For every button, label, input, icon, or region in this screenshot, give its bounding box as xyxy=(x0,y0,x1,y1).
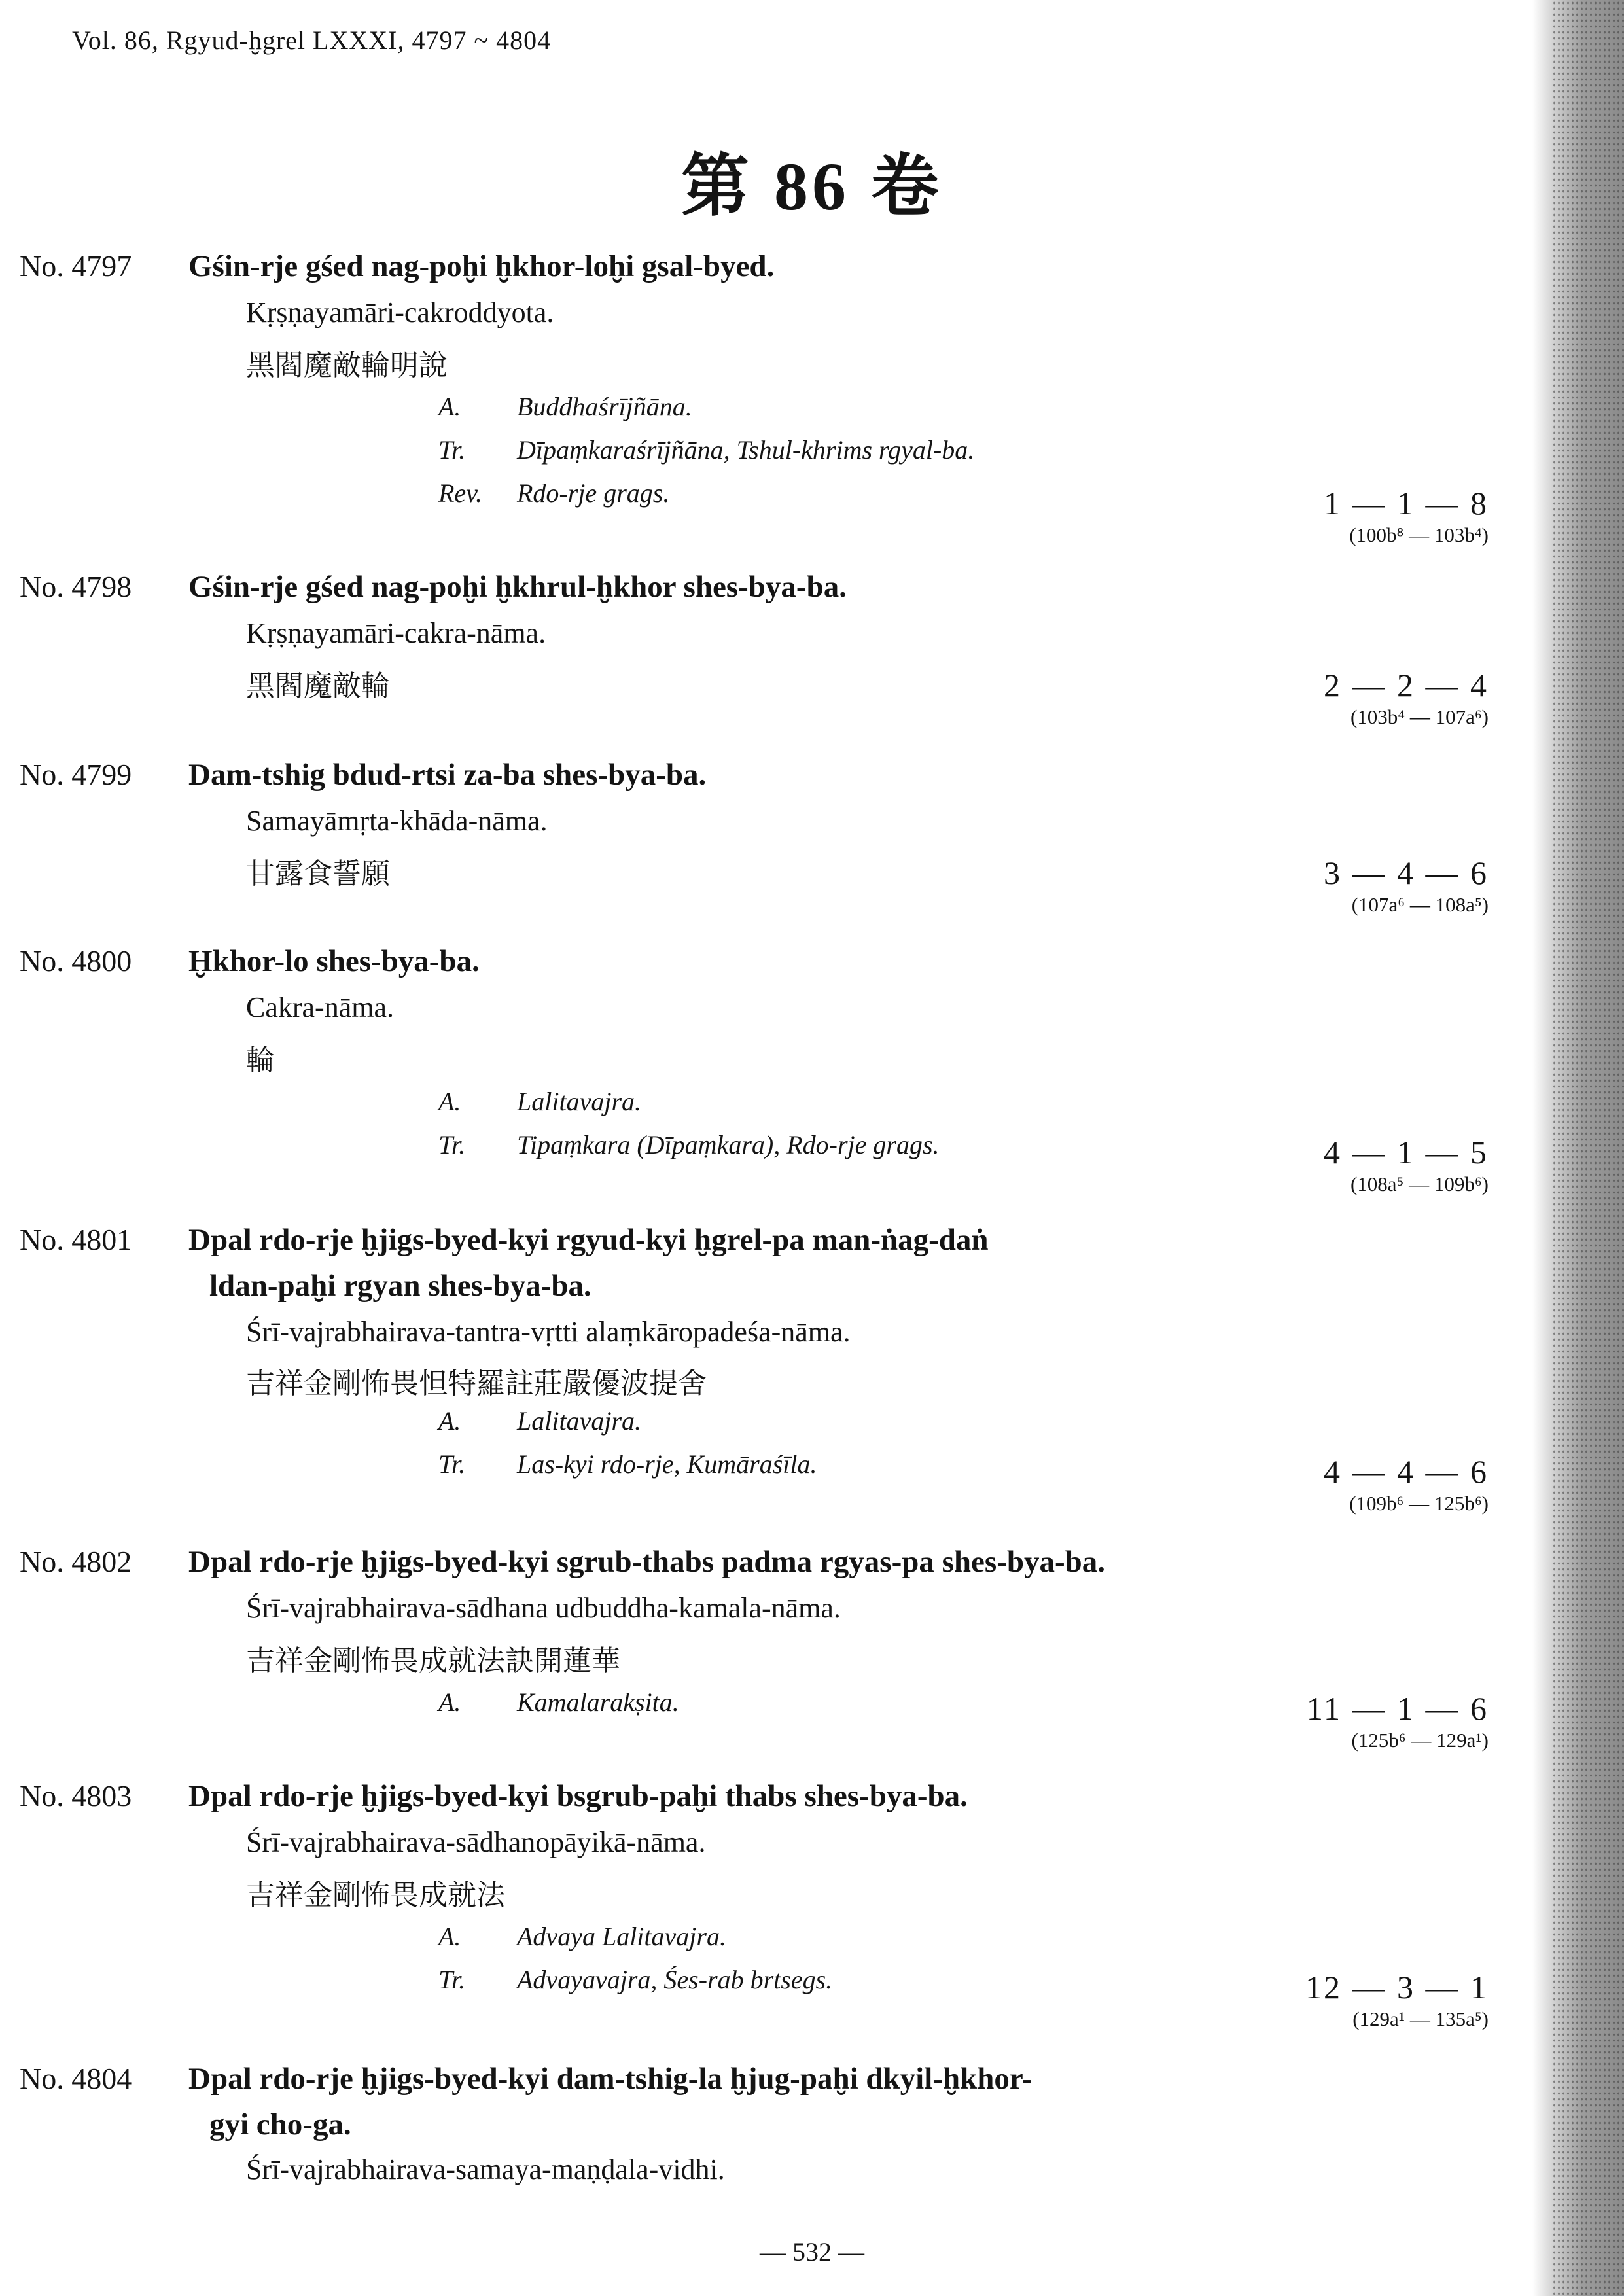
chinese-title: 吉祥金剛怖畏怛特羅註莊嚴優波提舍 xyxy=(246,1367,707,1400)
ref-folio: (108a⁵ — 109b⁶) xyxy=(1350,1173,1489,1195)
chinese-title: 吉祥金剛怖畏成就法訣開蓮華 xyxy=(246,1644,620,1678)
tibetan-title: Dpal rdo-rje ḫjigs-byed-kyi rgyud-kyi ḫgrel-pa man-ṅag-daṅ xyxy=(188,1223,989,1257)
ref-folio: (107a⁶ — 108a⁵) xyxy=(1351,893,1489,916)
sanskrit-title: Cakra-nāma. xyxy=(246,991,394,1023)
tibetan-title: Dam-tshig bdud-rtsi za-ba shes-bya-ba. xyxy=(188,758,707,792)
sanskrit-title: Śrī-vajrabhairava-sādhana udbuddha-kamala-nāma. xyxy=(246,1592,841,1624)
entry-number: No. 4802 xyxy=(20,1545,132,1578)
entry-number: No. 4803 xyxy=(20,1779,132,1812)
credit-name: Las-kyi rdo-rje, Kumāraśīla. xyxy=(517,1449,817,1479)
entry-number: No. 4801 xyxy=(20,1223,132,1256)
ref-main: 4 — 4 — 6 xyxy=(1324,1453,1489,1490)
chinese-title: 甘露食誓願 xyxy=(246,857,390,891)
page-number: — 532 — xyxy=(760,2237,864,2267)
running-head: Vol. 86, Rgyud-ḫgrel LXXXI, 4797 ~ 4804 xyxy=(72,26,552,55)
sanskrit-title: Śrī-vajrabhairava-sādhanopāyikā-nāma. xyxy=(246,1826,706,1858)
ref-folio: (103b⁴ — 107a⁶) xyxy=(1350,705,1489,728)
entry-number: No. 4797 xyxy=(20,249,132,283)
credit-name: Rdo-rje grags. xyxy=(517,478,670,508)
credit-name: Dīpaṃkaraśrījñāna, Tshul-khrims rgyal-ba. xyxy=(517,435,975,465)
credit-name: Kamalarakṣita. xyxy=(517,1687,679,1717)
credit-role: Rev. xyxy=(438,478,482,508)
ref-main: 1 — 1 — 8 xyxy=(1324,485,1489,521)
volume-title: 第 86 卷 xyxy=(680,149,943,224)
credit-role: A. xyxy=(438,1406,461,1436)
volume-reference xyxy=(1099,1968,1489,2031)
volume-reference xyxy=(1099,1453,1489,1515)
sanskrit-title: Kṛṣṇayamāri-cakra-nāma. xyxy=(246,617,546,649)
ref-main: 2 — 2 — 4 xyxy=(1324,667,1489,703)
credit-role: Tr. xyxy=(438,435,466,465)
entry-number: No. 4799 xyxy=(20,758,132,791)
credit-name: Advayavajra, Śes-rab brtsegs. xyxy=(517,1965,833,1994)
credit-name: Lalitavajra. xyxy=(517,1406,642,1436)
tibetan-title: Gśin-rje gśed nag-poḫi ḫkhrul-ḫkhor shes-bya-ba. xyxy=(188,570,847,604)
entry-number: No. 4804 xyxy=(20,2062,132,2095)
sanskrit-title: Śrī-vajrabhairava-samaya-maṇḍala-vidhi. xyxy=(246,2153,725,2185)
page-spine-texture xyxy=(1552,0,1624,2296)
tibetan-title-continued: ldan-paḫi rgyan shes-bya-ba. xyxy=(209,1269,591,1303)
volume-reference xyxy=(1099,484,1489,547)
sanskrit-title: Śrī-vajrabhairava-tantra-vṛtti alaṃkāropadeśa-nāma. xyxy=(246,1316,851,1348)
credit-role: A. xyxy=(438,1087,461,1116)
ref-main: 4 — 1 — 5 xyxy=(1324,1134,1489,1171)
ref-main: 11 — 1 — 6 xyxy=(1306,1690,1489,1727)
chinese-title: 輪 xyxy=(246,1044,275,1077)
volume-reference xyxy=(1099,1133,1489,1196)
tibetan-title-continued: gyi cho-ga. xyxy=(209,2108,351,2142)
ref-folio: (100b⁸ — 103b⁴) xyxy=(1349,523,1489,546)
credit-role: Tr. xyxy=(438,1130,466,1159)
credit-role: Tr. xyxy=(438,1965,466,1994)
ref-main: 12 — 3 — 1 xyxy=(1305,1969,1489,2005)
chinese-title: 吉祥金剛怖畏成就法 xyxy=(246,1879,505,1912)
credit-name: Buddhaśrījñāna. xyxy=(517,392,692,421)
credit-name: Tipaṃkara (Dīpaṃkara), Rdo-rje grags. xyxy=(517,1130,940,1159)
chinese-title: 黑閻魔敵輪明說 xyxy=(246,349,448,382)
chinese-title: 黑閻魔敵輪 xyxy=(246,669,390,703)
tibetan-title: Gśin-rje gśed nag-poḫi ḫkhor-loḫi gsal-byed. xyxy=(188,249,775,283)
ref-folio: (129a¹ — 135a⁵) xyxy=(1352,2007,1489,2030)
entry-number: No. 4800 xyxy=(20,944,132,978)
credit-role: A. xyxy=(438,392,461,421)
credit-role: A. xyxy=(438,1922,461,1951)
credit-name: Advaya Lalitavajra. xyxy=(517,1922,726,1951)
credit-role: Tr. xyxy=(438,1449,466,1479)
tibetan-title: Dpal rdo-rje ḫjigs-byed-kyi dam-tshig-la ḫjug-paḫi dkyil-ḫkhor- xyxy=(188,2062,1033,2096)
tibetan-title: Dpal rdo-rje ḫjigs-byed-kyi bsgrub-paḫi thabs shes-bya-ba. xyxy=(188,1779,968,1813)
sanskrit-title: Kṛṣṇayamāri-cakroddyota. xyxy=(246,296,554,328)
tibetan-title: Dpal rdo-rje ḫjigs-byed-kyi sgrub-thabs padma rgyas-pa shes-bya-ba. xyxy=(188,1545,1106,1579)
credit-name: Lalitavajra. xyxy=(517,1087,642,1116)
credit-role: A. xyxy=(438,1687,461,1717)
volume-reference xyxy=(1099,666,1489,729)
ref-main: 3 — 4 — 6 xyxy=(1324,855,1489,891)
volume-reference xyxy=(1099,1689,1489,1752)
ref-folio: (109b⁶ — 125b⁶) xyxy=(1349,1492,1489,1515)
volume-reference xyxy=(1099,854,1489,917)
ref-folio: (125b⁶ — 129a¹) xyxy=(1351,1729,1489,1752)
entry-number: No. 4798 xyxy=(20,570,132,603)
tibetan-title: Ḫkhor-lo shes-bya-ba. xyxy=(188,944,480,978)
sanskrit-title: Samayāmṛta-khāda-nāma. xyxy=(246,805,548,837)
